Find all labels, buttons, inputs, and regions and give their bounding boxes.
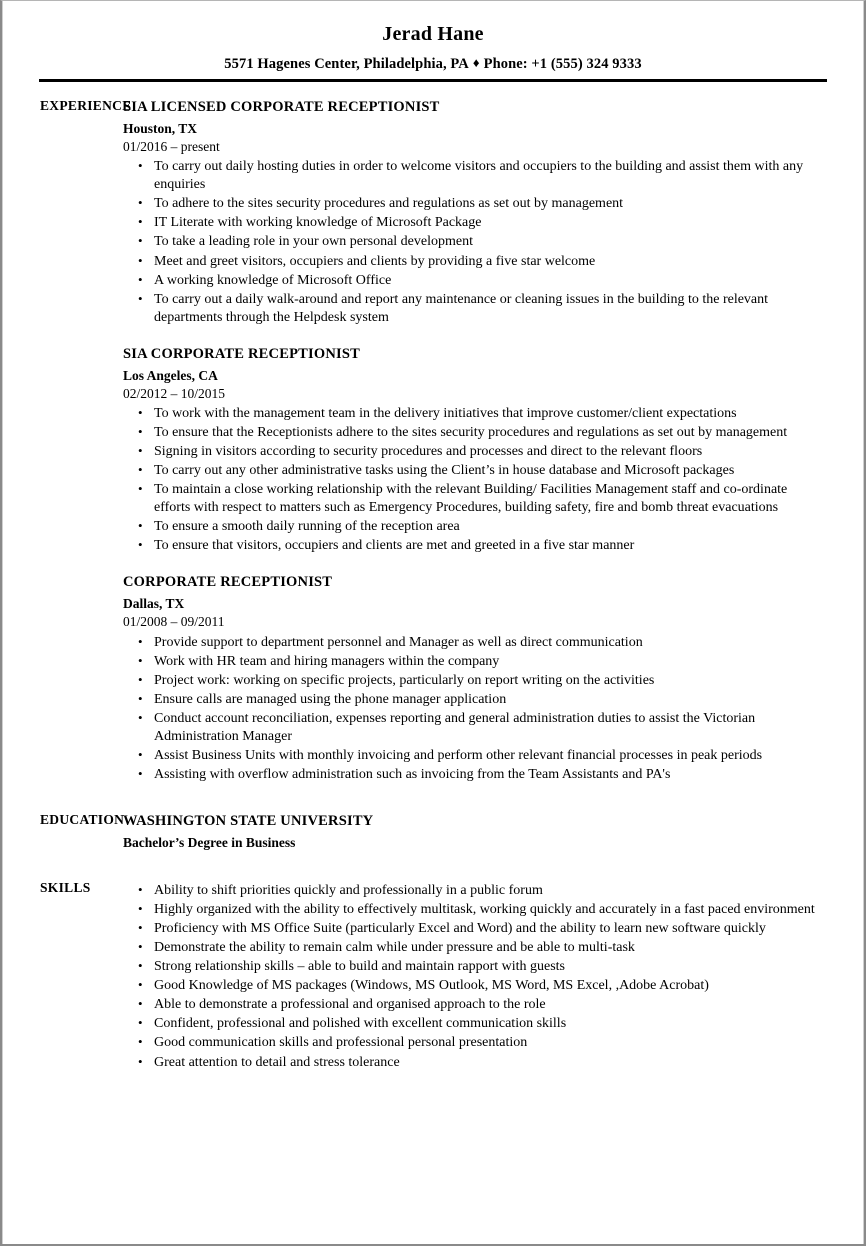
- list-item: • Demonstrate the ability to remain calm while under pressure and be able to multi-task: [123, 939, 827, 957]
- candidate-name: Jerad Hane: [382, 23, 484, 45]
- job-bullet-list: [123, 158, 827, 326]
- list-item: • Able to demonstrate a professional and organised approach to the role: [123, 996, 827, 1014]
- list-item: • IT Literate with working knowledge of Microsoft Package: [123, 214, 827, 232]
- job-location: Houston, TX: [123, 120, 198, 136]
- list-item: • Highly organized with the ability to effectively multitask, working quickly and accurately in a fast paced environment: [123, 901, 827, 919]
- list-item: • Ability to shift priorities quickly and professionally in a public forum: [123, 882, 827, 900]
- job-title: SIA CORPORATE RECEPTIONIST: [123, 345, 360, 362]
- list-item: • To ensure that visitors, occupiers and clients are met and greeted in a five star manner: [123, 537, 827, 555]
- section-experience: [3, 98, 863, 784]
- list-item: • Project work: working on specific projects, particularly on report writing on the activities: [123, 672, 827, 690]
- list-item: • To carry out any other administrative tasks using the Client’s in house database and Microsoft packages: [123, 462, 827, 480]
- list-item: • Assisting with overflow administration such as invoicing from the Team Assistants and PA's: [123, 766, 827, 784]
- experience-entry: [123, 345, 827, 556]
- section-label-skills: SKILLS: [40, 880, 91, 896]
- page-inner-border: [2, 1, 864, 1244]
- list-item: • Provide support to department personnel and Manager as well as direct communication: [123, 634, 827, 652]
- section-education: [3, 812, 863, 852]
- skills-bullet-list: [123, 882, 827, 1071]
- list-item: • To carry out daily hosting duties in order to welcome visitors and occupiers to the building and assist them with any enquiries: [123, 158, 827, 194]
- section-label-education: EDUCATION: [40, 812, 125, 828]
- list-item: • Work with HR team and hiring managers within the company: [123, 653, 827, 671]
- experience-entry: [123, 573, 827, 784]
- experience-entries: [123, 98, 863, 784]
- list-item: • To work with the management team in the delivery initiatives that improve customer/client expectations: [123, 405, 827, 423]
- list-item: • To adhere to the sites security procedures and regulations as set out by management: [123, 195, 827, 213]
- list-item: • Good communication skills and professional personal presentation: [123, 1034, 827, 1052]
- resume-header: [3, 1, 863, 82]
- list-item: • Proficiency with MS Office Suite (particularly Excel and Word) and the ability to learn new software quickly: [123, 920, 827, 938]
- job-bullet-list: [123, 634, 827, 784]
- job-location: Dallas, TX: [123, 596, 185, 612]
- resume-body: [3, 82, 863, 1072]
- section-label-experience: EXPERIENCE: [40, 98, 132, 113]
- list-item: • Ensure calls are managed using the phone manager application: [123, 691, 827, 709]
- job-title: CORPORATE RECEPTIONIST: [123, 574, 333, 591]
- contact-phone: Phone: +1 (555) 324 9333: [483, 56, 642, 72]
- section-skills: [3, 880, 863, 1071]
- contact-address: 5571 Hagenes Center, Philadelphia, PA: [224, 56, 469, 72]
- list-item: • To carry out a daily walk-around and report any maintenance or cleaning issues in the building to the relevant departments through the Helpdesk system: [123, 291, 827, 327]
- list-item: • Signing in visitors according to security procedures and processes and direct to the relevant floors: [123, 443, 827, 461]
- skills-entries: [123, 880, 863, 1071]
- list-item: • Meet and greet visitors, occupiers and clients by providing a five star welcome: [123, 253, 827, 271]
- list-item: • A working knowledge of Microsoft Office: [123, 272, 827, 290]
- list-item: • Strong relationship skills – able to build and maintain rapport with guests: [123, 958, 827, 976]
- experience-entry: [123, 98, 827, 327]
- list-item: • To maintain a close working relationship with the relevant Building/ Facilities Management staff and co-ordinate efforts with respect to matters such as Emergency Procedures, building safety, fire and bomb threat evacuations: [123, 481, 827, 517]
- list-item: • Great attention to detail and stress tolerance: [123, 1054, 827, 1072]
- list-item: • Good Knowledge of MS packages (Windows, MS Outlook, MS Word, MS Excel, ,Adobe Acrobat): [123, 977, 827, 995]
- job-dates: 01/2008 – 09/2011: [123, 614, 225, 630]
- contact-line: [3, 55, 863, 73]
- list-item: • Confident, professional and polished with excellent communication skills: [123, 1015, 827, 1033]
- list-item: • To take a leading role in your own personal development: [123, 233, 827, 251]
- education-entries: [123, 812, 863, 852]
- job-dates: 01/2016 – present: [123, 139, 220, 155]
- job-title: SIA LICENSED CORPORATE RECEPTIONIST: [123, 99, 440, 115]
- job-bullet-list: [123, 405, 827, 555]
- education-degree: Bachelor’s Degree in Business: [123, 834, 296, 850]
- list-item: • Assist Business Units with monthly invoicing and perform other relevant financial processes in peak periods: [123, 747, 827, 765]
- education-school: WASHINGTON STATE UNIVERSITY: [123, 813, 374, 830]
- list-item: • Conduct account reconciliation, expenses reporting and general administration duties to assist the Victorian Administration Manager: [123, 710, 827, 746]
- list-item: • To ensure a smooth daily running of the reception area: [123, 518, 827, 536]
- job-dates: 02/2012 – 10/2015: [123, 385, 226, 401]
- job-location: Los Angeles, CA: [123, 367, 218, 383]
- list-item: • To ensure that the Receptionists adhere to the sites security procedures and regulations as set out by management: [123, 424, 827, 442]
- diamond-separator-icon: ♦: [472, 55, 480, 70]
